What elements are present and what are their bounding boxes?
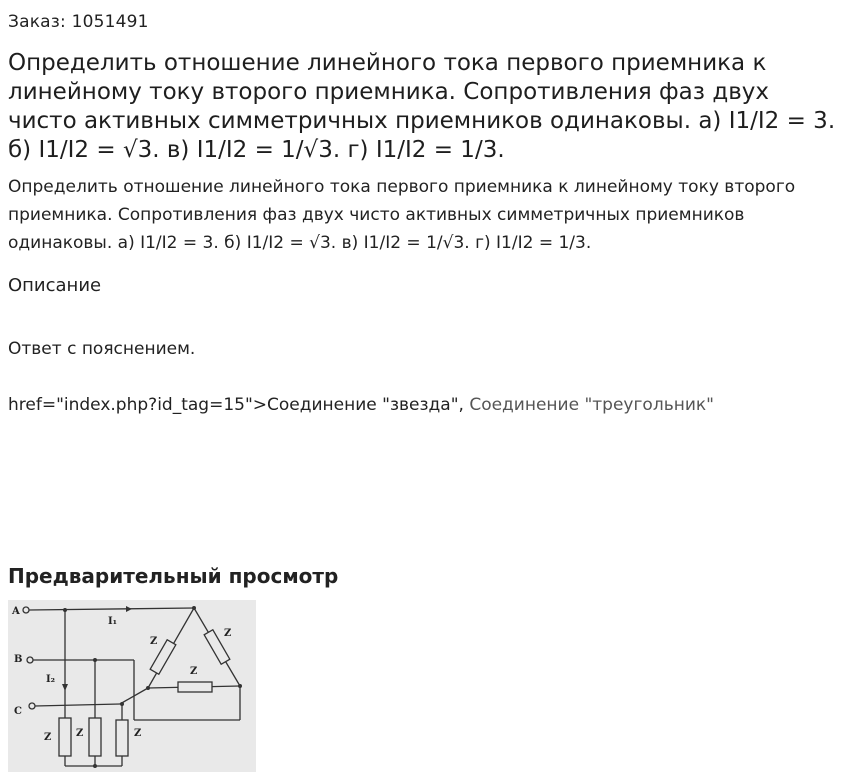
- label-z-2: Z: [76, 728, 84, 739]
- label-a: A: [12, 606, 20, 617]
- answer-note: Ответ с пояснением.: [8, 339, 196, 359]
- terminal-a: [23, 607, 29, 613]
- terminal-b: [27, 657, 33, 663]
- terminal-c: [29, 703, 35, 709]
- tag-raw-text: href="index.php?id_tag=15">Соединение "звезда",: [8, 395, 470, 415]
- description-heading: Описание: [8, 275, 102, 296]
- order-number: Заказ: 1051491: [8, 12, 149, 32]
- preview-heading: Предварительный просмотр: [8, 564, 339, 588]
- tag-link-triangle[interactable]: Соединение "треугольник": [469, 395, 714, 415]
- label-z-1: Z: [44, 732, 52, 743]
- page-title: Определить отношение линейного тока первого приемника к линейному току второго приемника. Сопротивления фаз двух чисто активных симметричных приемников одинаковы. а) I1/I2 = 3. б) I1/I2 = √3. в) I1/I2 = 1/√3. г) I1/I2 = 1/3.: [8, 50, 836, 163]
- preview-image[interactable]: [8, 600, 256, 772]
- tags-line: [8, 394, 714, 416]
- label-i1: I₁: [108, 616, 118, 627]
- label-z-4: Z: [150, 636, 158, 647]
- circuit-diagram: [8, 600, 256, 772]
- label-z-6: Z: [190, 666, 198, 677]
- label-z-5: Z: [224, 628, 232, 639]
- label-z-3: Z: [134, 728, 142, 739]
- label-i2: I₂: [46, 674, 56, 685]
- label-b: B: [14, 654, 23, 665]
- lead-text: Определить отношение линейного тока первого приемника к линейному току второго приемника. Сопротивления фаз двух чисто активных симметричных приемников одинаковы. а) I1/I2 = 3. б) I1/I2 = √3. в) I1/I2 = 1/√3. г) I1/I2 = 1/3.: [8, 177, 796, 253]
- label-c: C: [14, 706, 22, 717]
